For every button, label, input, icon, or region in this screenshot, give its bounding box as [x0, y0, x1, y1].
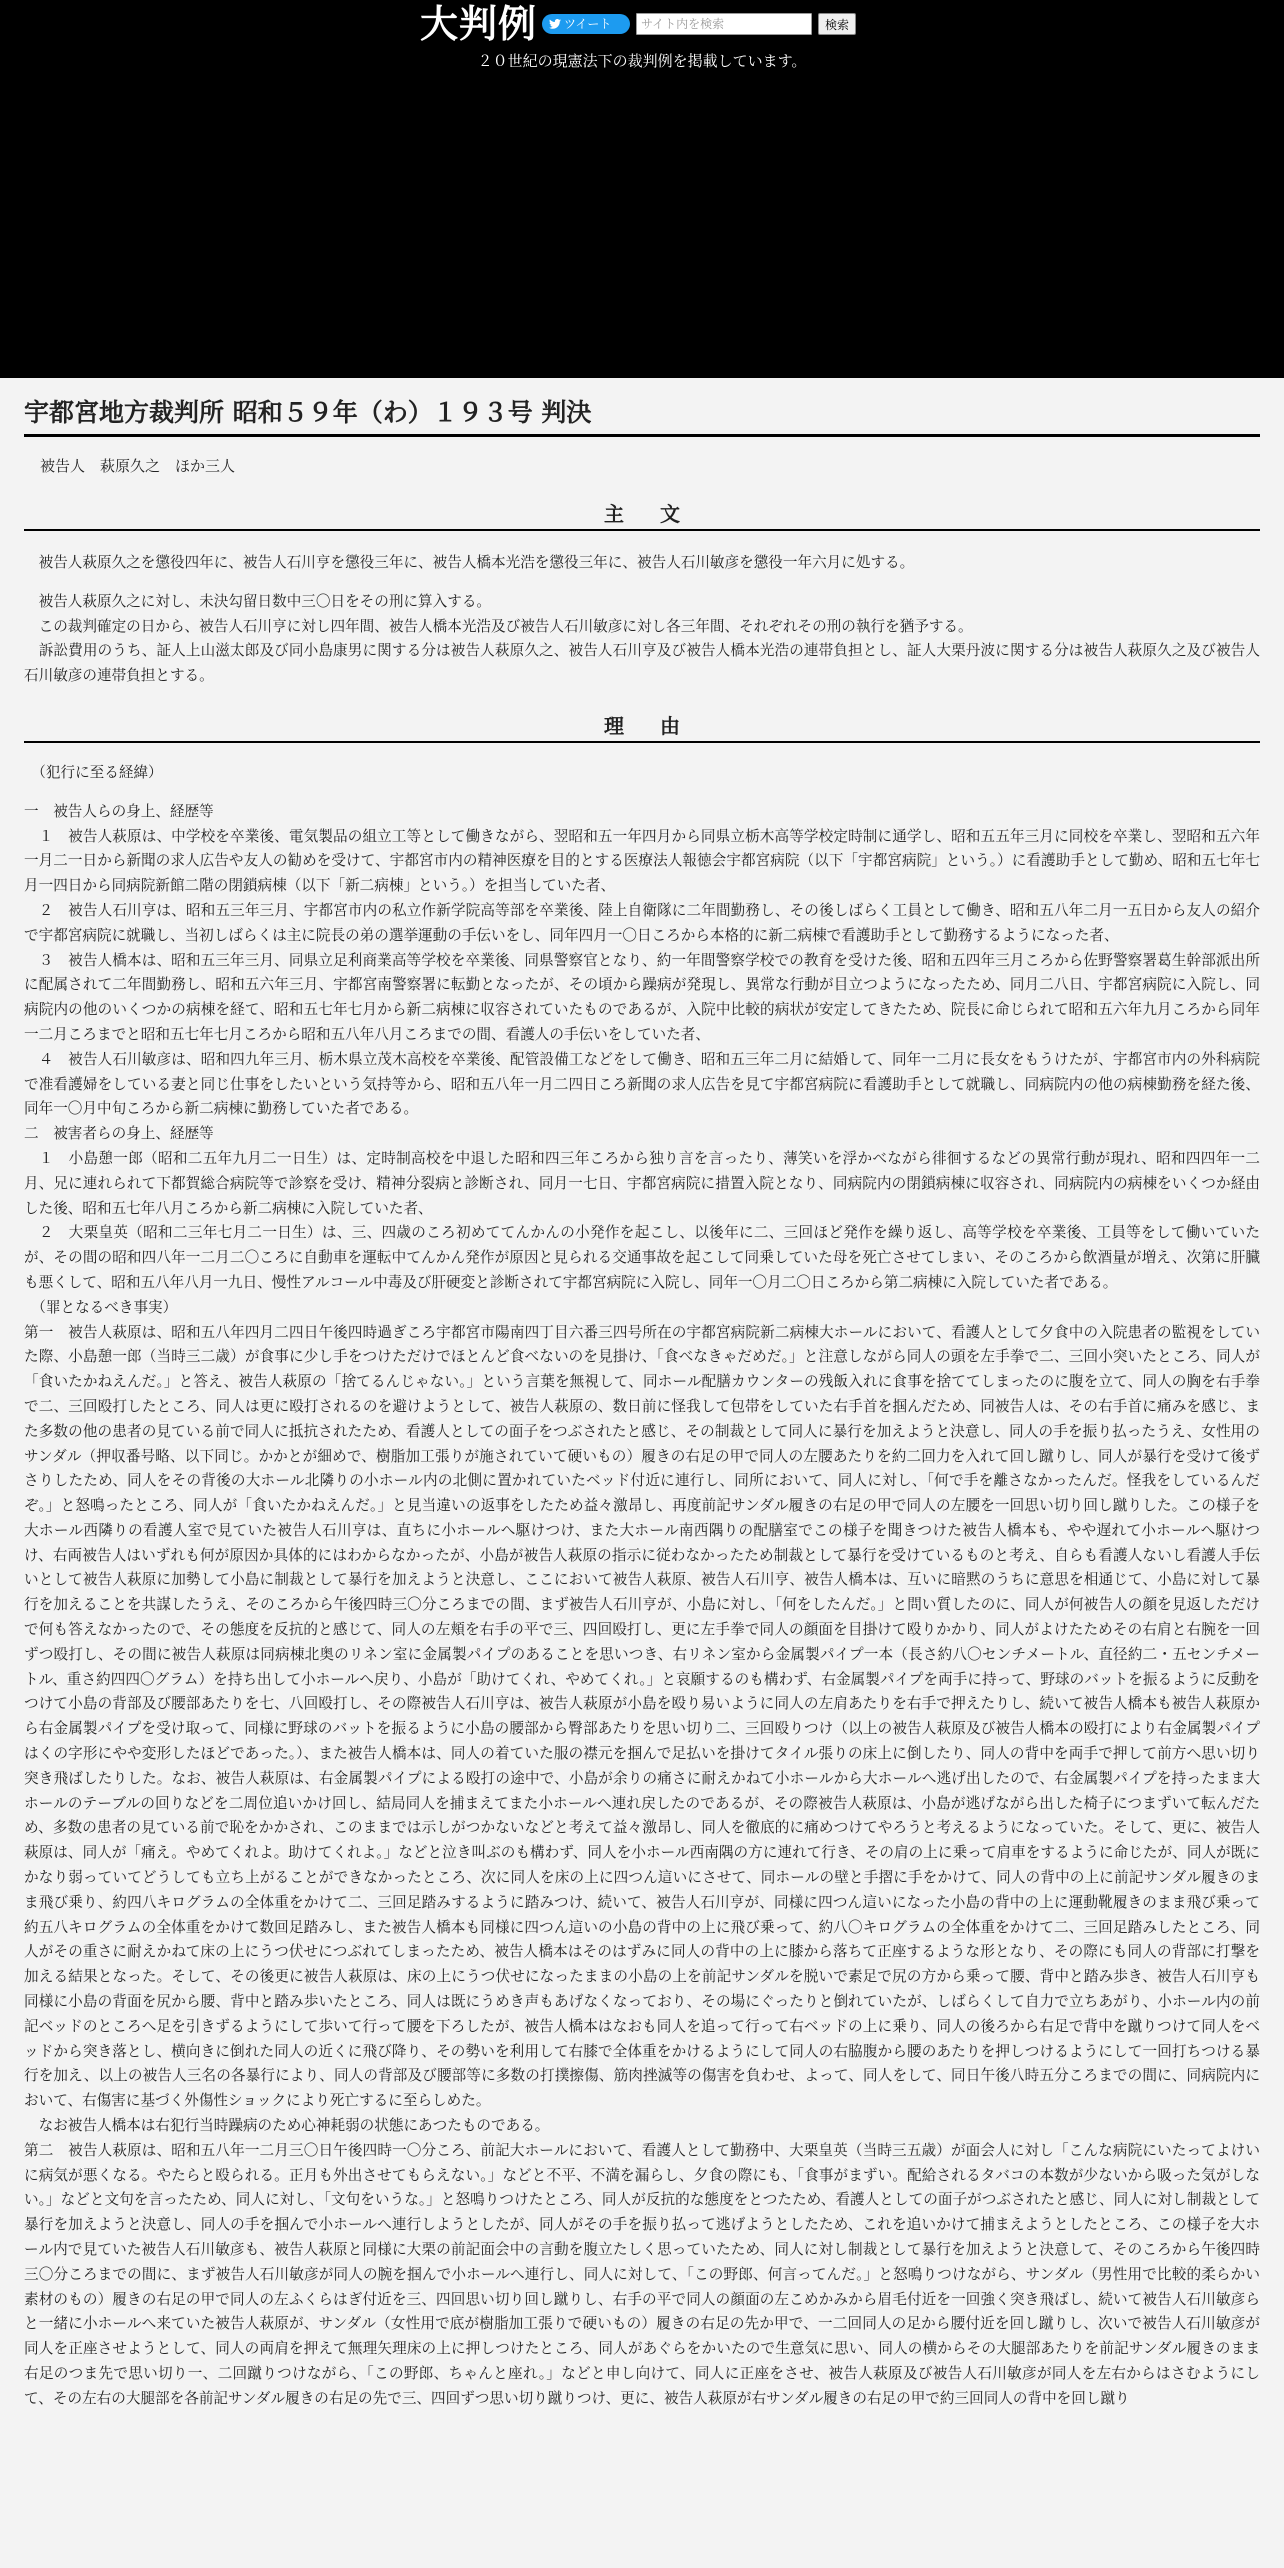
- riyu-paragraph: １ 被告人萩原は、中学校を卒業後、電気製品の組立工等として働きながら、翌昭和五一年四月から同県立栃木高等学校定時制に通学し、昭和五五年三月に同校を卒業し、翌昭和五六年一月二一日から新聞の求人広告や友人の勧めを受けて、宇都宮市内の精神医療を目的とする医療法人報徳会宇都宮病院（以下「宇都宮病院」という。）に看護助手として勤め、昭和五七年七月一四日から同病院新館二階の閉鎖病棟（以下「新二病棟」という。）を担当していた者、: [24, 827, 1260, 895]
- riyu-paragraph: （犯行に至る経緯）: [24, 763, 163, 781]
- search-button[interactable]: 検索: [818, 13, 856, 35]
- brand-row: [0, 0, 1284, 48]
- riyu-paragraph: なお被告人橋本は右犯行当時躁病のため心神耗弱の状態にあつたものである。: [24, 2117, 550, 2135]
- site-logo[interactable]: 大判例: [420, 2, 538, 46]
- shubun-paragraph: 訴訟費用のうち、証人上山滋太郎及び同小島康男に関する分は被告人萩原久之、被告人石川亨及び被告人橋本光浩の連帯負担とし、証人大栗丹波に関する分は被告人萩原久之及び被告人石川敏彦の連帯負担とする。: [24, 642, 1260, 685]
- document: [24, 396, 1260, 2412]
- riyu-paragraph: 第一 被告人萩原は、昭和五八年四月二四日午後四時過ぎころ宇都宮市陽南四丁目六番三四号所在の宇都宮病院新二病棟大ホールにおいて、看護人として夕食中の入院患者の監視をしていた際、小島憩一郎（当時三二歳）が食事に少し手をつけただけでほとんど食べないのを見掛け、「食べなきゃだめだ。」と注意しながら同人の頭を左手拳で二、三回小突いたところ、同人が「食いたかねえんだ。」と答え、被告人萩原の「捨てるんじゃない。」という言葉を無視して、同ホール配膳カウンターの残飯入れに食事を捨ててしまったのに腹を立て、同人の胸を右手拳で二、三回殴打したところ、同人は更に殴打されるのを避けようとして、被告人萩原の、数日前に怪我して包帯をしていた右手首を掴んだため、同被告人は、その右手首に痛みを感じ、また多数の他の患者の見ている前で同人に抵抗されたため、看護人としての面子をつぶされたと感じ、その制裁として同人に暴行を加えようと決意し、同人の手を振り払ったうえ、女性用のサンダル（押収番号略、以下同じ。かかとが細めで、樹脂加工張りが施されていて硬いもの）履きの右足の甲で同人の左腰あたりを約二回力を入れて回し蹴りし、同人が暴行を受けて後ずさりしたため、同人をその背後の大ホール北隣りの小ホール内の北側に置かれていたベッド付近に連行し、同所において、同人に対し、「何で手を離さなかったんだ。怪我をしているんだぞ。」と怒鳴ったところ、同人が「食いたかねえんだ。」と見当違いの返事をしたため益々激昂し、再度前記サンダル履きの右足の甲で同人の左腰を一回思い切り回し蹴りした。この様子を大ホール西隣りの看護人室で見ていた被告人石川亨は、直ちに小ホールへ駆けつけ、また大ホール南西隅りの配膳室でこの様子を聞きつけた被告人橋本も、やや遅れて小ホールへ駆けつけ、右両被告人はいずれも何が原因か具体的にはわからなかったが、小島が被告人萩原の指示に従わなかったため制裁として暴行を受けているものと考え、自らも看護人ないし看護人手伝いとして被告人萩原に加勢して小島に制裁として暴行を加えようと決意し、ここにおいて被告人萩原、被告人石川亨、被告人橋本は、互いに暗黙のうちに意思を相通じて、小島に対して暴行を加えることを共謀したうえ、そのころから午後四時三〇分ころまでの間、まず被告人石川亨が、小島に対し、「何をしたんだ。」と問い質したのに、同人が何被告人の顔を見返しただけで何も答えなかったので、その態度を反抗的と感じて、同人の左頬を右手の平で三、四回殴打し、更に左手拳で同人の顔面を目掛けて殴りかかり、同人がよけたためその右肩と右腕を一回ずつ殴打し、その間に被告人萩原は同病棟北奥のリネン室に金属製パイプのあることを思いつき、右リネン室から金属製パイプ一本（長さ約八〇センチメートル、直径約二・五センチメートル、重さ約四四〇グラム）を持ち出して小ホールへ戻り、小島が「助けてくれ、やめてくれ。」と哀願するのも構わず、右金属製パイプを両手に持って、野球のバットを振るように反動をつけて小島の背部及び腰部あたりを七、八回殴打し、その際被告人石川亨は、被告人萩原が小島を殴り易いように同人の左肩あたりを右手で押えたりし、続いて被告人橋本も被告人萩原から右金属製パイプを受け取って、同様に野球のバットを振るように小島の腰部から臀部あたりを思い切り二、三回殴りつけ（以上の被告人萩原及び被告人橋本の殴打により右金属製パイプはくの字形にやや変形したほどであった。）、また被告人橋本は、同人の着ていた服の襟元を掴んで足払いを掛けてタイル張りの床上に倒したり、同人の背中を両手で押して前方へ思い切り突き飛ばしたりした。なお、被告人萩原は、右金属製パイプによる殴打の途中で、小島が余りの痛さに耐えかねて小ホールから大ホールへ逃げ出したので、右金属製パイプを持ったまま大ホールのテーブルの回りなどを二周位追いかけ回し、結局同人を捕まえてまた小ホールへ連れ戻したのであるが、その際被告人萩原は、小島が逃げながら出した椅子につまずいて転んだため、多数の患者の見ている前で恥をかかされ、このままでは示しがつかないなどと考えて益々激昂し、同人を徹底的に痛めつけてやろうと考えるようになっていた。そして、更に、被告人萩原は、同人が「痛え。やめてくれよ。助けてくれよ。」などと泣き叫ぶのも構わず、同人を小ホール西南隅の方に連れて行き、その肩の上に乗って肩車をするように命じたが、同人が既にかなり弱っていてどうしても立ち上がることができなかったところ、次に同人を床の上に四つん這いにさせて、同ホールの壁と手摺に手をかけて、同人の背中の上に前記サンダル履きのまま飛び乗り、約四八キログラムの全体重をかけて二、三回足踏みするように踏みつけ、続いて、被告人石川亨が、同様に四つん這いになった小島の背中の上に運動靴履きのまま飛び乗って約五八キログラムの全体重をかけて数回足踏みし、また被告人橋本も同様に四つん這いの小島の背中の上に飛び乗って、約八〇キログラムの全体重をかけて二、三回足踏みしたところ、同人がその重さに耐えかねて床の上にうつ伏せにつぶれてしまったため、被告人橋本はそのはずみに同人の背中の上に膝から落ちて正座するような形となり、その際にも同人の背部に打撃を加える結果となった。そして、その後更に被告人萩原は、床の上にうつ伏せになったままの小島の上を前記サンダルを脱いで素足で尻の方から乗って腰、背中と踏み歩き、被告人石川亨も同様に小島の背面を尻から腰、背中と踏み歩いたところ、同人は既にうめき声もあげなくなっており、その場にぐったりと倒れていたが、しばらくして自力で立ちあがり、小ホール内の前記ベッドのところへ足を引きずるようにして歩いて行って腰を下ろしたが、被告人橋本はなおも同人を追って行って右ベッドの上に乗り、同人の後ろから右足で背中を蹴りつけて同人をベッドから突き落とし、横向きに倒れた同人の近くに飛び降り、その勢いを利用して右膝で全体重をかけるようにして同人の右脇腹から腰のあたりを押しつけるようにして一回打ちつける暴行を加え、以上の被告人三名の各暴行により、同人の背部及び腰部等に多数の打撲擦傷、筋肉挫滅等の傷害を負わせ、よって、同人をして、同日午後八時五分ころまでの間に、同病院内において、右傷害に基づく外傷性ショックにより死亡するに至らしめた。: [24, 1323, 1260, 2110]
- riyu-paragraph: （罪となるべき事実）: [24, 1298, 178, 1316]
- case-parties: 被告人 萩原久之 ほか三人: [40, 457, 236, 475]
- riyu-paragraph: ３ 被告人橋本は、昭和五三年三月、同県立足利商業高等学校を卒業後、同県警察官となり、約一年間警察学校での教育を受けた後、昭和五四年三月ころから佐野警察署葛生幹部派出所に配属されて二年間勤務し、昭和五六年三月、宇都宮南警察署に転勤となったが、その頃から躁病が発現し、異常な行動が目立つようになったため、同月二八日、宇都宮病院に入院し、同病院内の他のいくつかの病棟を経て、昭和五七年七月から新二病棟に収容されていたものであるが、入院中比較的病状が安定してきたため、院長に命じられて昭和五六年九月ころから同年一二月ころまでと昭和五七年七月ころから昭和五八年八月ころまでの間、看護人の手伝いをしていた者、: [24, 951, 1260, 1043]
- riyu-paragraph: ２ 大栗皇英（昭和二三年七月二一日生）は、三、四歳のころ初めててんかんの小発作を起こし、以後年に二、三回ほど発作を繰り返し、高等学校を卒業後、工員等をして働いていたが、その間の昭和四八年一二月二〇ころに自動車を運転中てんかん発作が原因と見られる交通事故を起こして同乗していた母を死亡させてしまい、そのころから飲酒量が増え、次第に肝臓も悪くして、昭和五八年八月一九日、慢性アルコール中毒及び肝硬変と診断されて宇都宮病院に入院し、同年一〇月二〇日ころから第二病棟に入院していた者である。: [24, 1224, 1260, 1291]
- site-tagline: ２０世紀の現憲法下の裁判例を掲載しています。: [477, 52, 807, 70]
- riyu-paragraph: 一 被告人らの身上、経歴等: [24, 802, 214, 820]
- tweet-button[interactable]: [542, 14, 630, 34]
- site-header: [0, 0, 1284, 378]
- bird-icon: [549, 19, 561, 29]
- shubun-heading: 主文: [24, 499, 1260, 531]
- riyu-paragraph: ２ 被告人石川亨は、昭和五三年三月、宇都宮市内の私立作新学院高等部を卒業後、陸上自衛隊に二年間勤務し、その後しばらく工員として働き、昭和五八年二月一五日から友人の紹介で宇都宮病院に就職し、当初しばらくは主に院長の弟の選挙運動の手伝いをし、同年四月一〇日ころから本格的に新二病棟で看護助手として勤務するようになった者、: [24, 901, 1260, 944]
- riyu-heading: 理由: [24, 711, 1260, 743]
- tweet-label: ツイート: [564, 17, 612, 31]
- case-title: 宇都宮地方裁判所 昭和５９年（わ）１９３号 判決: [24, 396, 1260, 437]
- riyu-paragraph: 二 被害者らの身上、経歴等: [24, 1125, 214, 1143]
- search-input[interactable]: [636, 13, 812, 35]
- shubun-paragraph: この裁判確定の日から、被告人石川亨に対し四年間、被告人橋本光浩及び被告人石川敏彦に対し各三年間、それぞれその刑の執行を猶予する。: [24, 617, 973, 635]
- riyu-paragraph: ４ 被告人石川敏彦は、昭和四九年三月、栃木県立茂木高校を卒業後、配管設備工などをして働き、昭和五三年二月に結婚して、同年一二月に長女をもうけたが、宇都宮市内の外科病院で准看護婦をしている妻と同じ仕事をしたいという気持等から、昭和五八年一月二四日ころ新聞の求人広告を見て宇都宮病院に看護助手として就職し、同病院内の他の病棟勤務を経た後、同年一〇月中旬ころから新二病棟に勤務していた者である。: [24, 1050, 1260, 1118]
- riyu-paragraph: 第二 被告人萩原は、昭和五八年一二月三〇日午後四時一〇分ころ、前記大ホールにおいて、看護人として勤務中、大栗皇英（当時三五歳）が面会人に対し「こんな病院にいたってよけいに病気が悪くなる。やたらと殴られる。正月も外出させてもらえない。」などと不平、不満を漏らし、夕食の際にも、「食事がまずい。配給されるタバコの本数が少ないから吸った気がしない。」などと文句を言ったため、同人に対し、「文句をいうな。」と怒鳴りつけたところ、同人が反抗的な態度をとつたため、看護人としての面子がつぶされたと感じ、同人に対し制裁として暴行を加えようと決意し、同人の手を掴んで小ホールへ連行しようとしたが、同人がその手を振り払って逃げようとしたため、これを追いかけて捕まえようとしたところ、この様子を大ホール内で見ていた被告人石川敏彦も、被告人萩原と同様に大栗の前記面会中の言動を腹立たしく思っていたため、同人に対し制裁として暴行を加えようと決意して、そのころから午後四時三〇分ころまでの間に、まず被告人石川敏彦が同人の腕を掴んで小ホールへ連行し、同人に対して、「この野郎、何言ってんだ。」と怒鳴りつけながら、サンダル（男性用で比較的柔らかい素材のもの）履きの右足の甲で同人の左ふくらはぎ付近を三、四回思い切り回し蹴りし、右手の平で同人の顔面の左こめかみから眉毛付近を一回強く突き飛ばし、続いて被告人石川敏彦らと一緒に小ホールへ来ていた被告人萩原が、サンダル（女性用で底が樹脂加工張りで硬いもの）履きの右足の先か甲で、一二回同人の足から腰付近を回し蹴りし、次いで被告人石川敏彦が同人を正座させようとして、同人の両肩を押えて無理矢理床の上に押しつけたところ、同人があぐらをかいたので生意気に思い、同人の横からその大腿部あたりを前記サンダル履きのまま右足のつま先で思い切り一、二回蹴りつけながら、「この野郎、ちゃんと座れ。」などと申し向けて、同人に正座をさせ、被告人萩原及び被告人石川敏彦が同人を左右からはさむようにして、その左右の大腿部を各前記サンダル履きの右足の先で三、四回ずつ思い切り蹴りつけ、更に、被告人萩原が右サンダル履きの右足の甲で約三回同人の背中を回し蹴り: [24, 2141, 1260, 2407]
- shubun-paragraph: 被告人萩原久之に対し、未決勾留日数中三〇日をその刑に算入する。: [24, 592, 492, 610]
- shubun-paragraph: 被告人萩原久之を懲役四年に、被告人石川亨を懲役三年に、被告人橋本光浩を懲役三年に、被告人石川敏彦を懲役一年六月に処する。: [24, 554, 915, 571]
- riyu-paragraph: １ 小島憩一郎（昭和二五年九月二一日生）は、定時制高校を中退した昭和四三年ころから独り言を言ったり、薄笑いを浮かべながら徘徊するなどの異常行動が現れ、昭和四四年一二月、兄に連れられて下都賀総合病院等で診察を受け、精神分裂病と診断され、同月一七日、宇都宮病院に措置入院となり、同病院内の閉鎖病棟に収容され、同病院内の病棟をいくつか経由した後、昭和五七年八月ころから新二病棟に入院していた者、: [24, 1149, 1260, 1217]
